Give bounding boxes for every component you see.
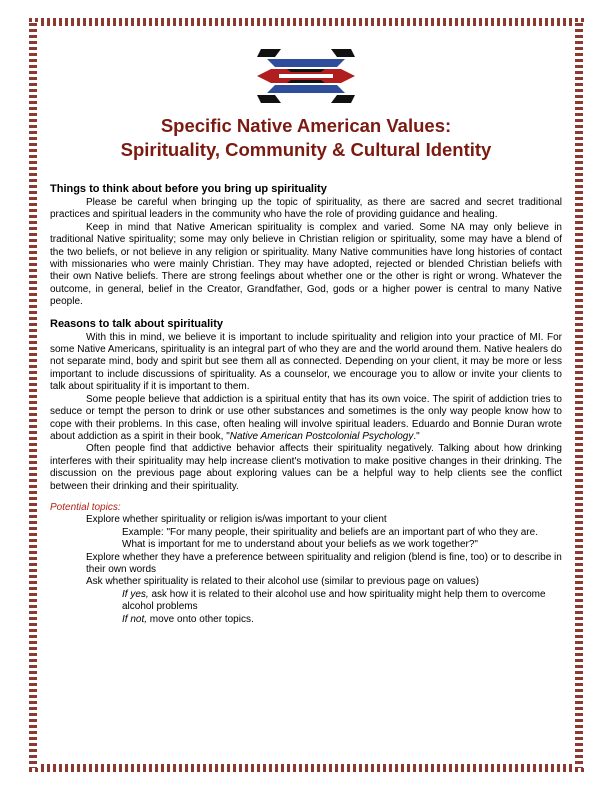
potential-topics-label: Potential topics: bbox=[50, 501, 121, 513]
paragraph-addiction-end: ." bbox=[413, 430, 420, 442]
left-border-pattern bbox=[28, 22, 38, 768]
paragraph-include-spirituality: With this in mind, we believe it is important to include spirituality and religion into your practice of MI. For some Native Americans, spirituality is an integral part of who they are and the world around them. Native healers do not separate mind, body and spirit but see them all as connected. Depending on your client, it may be more or less important to include discussions of spirituality. As a counselor, we encourage you to allow or invite your clients to talk about spirituality if it is important to them. bbox=[50, 331, 562, 393]
if-not-text: move onto other topics. bbox=[147, 613, 254, 625]
section-heading-reasons: Reasons to talk about spirituality bbox=[50, 317, 223, 330]
top-border-pattern bbox=[28, 17, 584, 27]
topic-if-yes bbox=[50, 589, 562, 614]
if-yes-text: ask how it is related to their alcohol use and how spirituality might help them to overcome alcohol problems bbox=[122, 588, 546, 613]
topic-item-alcohol: Ask whether spirituality is related to their alcohol use (similar to previous page on values) bbox=[86, 576, 479, 588]
paragraph-careful: Please be careful when bringing up the topic of spirituality, as there are sacred and secret traditional practices and spiritual leaders in the community who have the role of providing guidance and healing. bbox=[50, 197, 562, 221]
paragraph-addiction-text: Some people believe that addiction is a spiritual entity that has its own voice. The spirit of addiction tries to seduce or tempt the person to drink or use other substances and sometimes is the only way people know how to cope with their problems. In this case, often healing will involve spiritual leaders. Eduardo and Bonnie Duran wrote about addiction as a spirit in their book, " bbox=[50, 393, 562, 442]
topic-item-explore: Explore whether spirituality or religion is/was important to your client bbox=[86, 514, 387, 526]
topic-if-not bbox=[50, 614, 562, 626]
paragraph-addiction-spirit bbox=[50, 394, 562, 444]
paragraph-addictive-behavior: Often people find that addictive behavior affects their spirituality negatively. Talking about how drinking interferes with their spirituality may help increase client's motivation to make positive changes in their drinking. The discussion on the previous page about exploring values can be a helpful way to help clients see the conflict between their drinking and their spirituality. bbox=[50, 443, 562, 492]
right-border-pattern bbox=[574, 22, 584, 768]
bottom-border-pattern bbox=[28, 763, 584, 773]
native-pattern-logo-icon bbox=[257, 45, 355, 107]
topic-item-preference: Explore whether they have a preference between spirituality and religion (blend is fine, too) or to describe in their own words bbox=[86, 551, 562, 575]
page-title-line-2: Spirituality, Community & Cultural Identity bbox=[120, 139, 492, 160]
document-body bbox=[50, 182, 562, 626]
topic-example: Example: "For many people, their spirituality and beliefs are an important part of who they are. What is important for me to understand about your beliefs as we work together?" bbox=[122, 526, 538, 551]
section-heading-think: Things to think about before you bring up spirituality bbox=[50, 183, 327, 195]
paragraph-complex: Keep in mind that Native American spirituality is complex and varied. Some NA may only believe in traditional Native spirituality; some may only believe in Christian religion or spirituality, some may have a blend of the two beliefs, or not believe in any religion or spirituality. Many Native communities have long histories of contact with missionaries who were mainly Christian. They may have adopted, rejected or blended Christian beliefs with their own Native beliefs. There are strong feelings about whether one or the other is right or wrong. Whatever the outcome, in general, belief in the Creator, Grandfather, God, gods or a higher power is central to many Native people. bbox=[50, 221, 562, 308]
if-yes-label: If yes, bbox=[122, 588, 149, 600]
if-not-label: If not, bbox=[122, 613, 148, 625]
book-title: Native American Postcolonial Psychology bbox=[229, 430, 414, 442]
page-title-line-1: Specific Native American Values: bbox=[160, 115, 452, 136]
